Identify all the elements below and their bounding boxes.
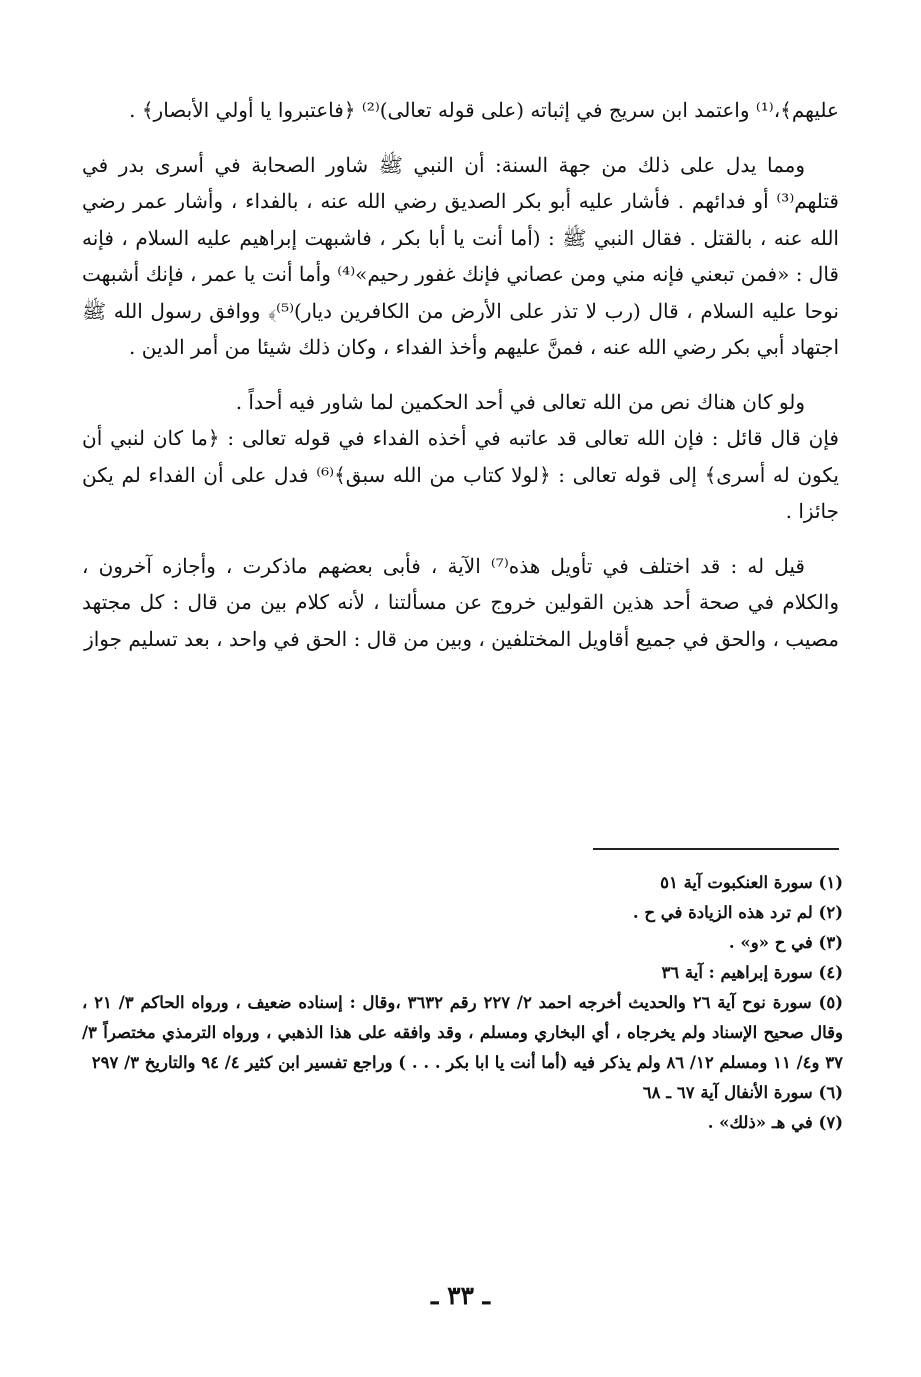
footnote-5: (٥) سورة نوح آية ٢٦ والحديث أخرجه احمد ٢/ ٢٢٧ رقم ٣٦٣٢ ،وقال : إسناده ضعيف ، ورواه الحاكم ٣/ ٢١ ، وقال صحيح الإسناد ولم يخرجاه ، أي البخاري ومسلم ، وقد وافقه على هذا الذهبي ، ورواه الترمذي مختصراً ٣/ ٣٧ و٤/ ١١ ومسلم ١٢/ ٨٦ ولم يذكر فيه (أما أنت يا ابا بكر . . . ) وراجع تفسير ابن كثير ٤/ ٩٤ والتاريخ ٣/ ٢٩٧ — [82, 993, 843, 1072]
page-number: ـ ٣٣ ـ — [431, 1281, 490, 1310]
footnote-1: (١) سورة العنكبوت آية ٥١ — [660, 873, 843, 892]
footnote-4: (٤) سورة إبراهيم : آية ٣٦ — [661, 963, 843, 982]
footnote-2: (٢) لم ترد هذه الزيادة في ح . — [632, 903, 843, 922]
footnote-3: (٣) في ح «و» . — [728, 933, 843, 952]
paragraph-4: فإن قال قائل : فإن الله تعالى قد عاتبه في أخذه الفداء في قوله تعالى : ﴿ما كان لنبي أن يكون له أسرى﴾ إلى قوله تعالى : ﴿لولا كتاب من الله سبق﴾⁽⁶⁾ فدل على أن الفداء لم يكن جائزا . — [82, 426, 839, 523]
footnote-7: (٧) في هـ «ذلك» . — [707, 1113, 843, 1132]
footnotes-block — [82, 868, 843, 1138]
footnote-6: (٦) سورة الأنفال آية ٦٧ ـ ٦٨ — [642, 1083, 843, 1102]
footnote-divider — [593, 848, 839, 850]
paragraph-5: قيل له : قد اختلف في تأويل هذه⁽⁷⁾ الآية ، فأبى بعضهم ماذكرت ، وأجازه آخرون ، والكلام في صحة أحد هذين القولين خروج عن مسألتنا ، لأنه كلام بين من قال : كل مجتهد مصيب ، والحق في جميع أقاويل المختلفين ، وبين من قال : الحق في واحد ، بعد تسليم جواز — [82, 553, 839, 651]
paragraph-1: عليهم﴾،⁽¹⁾ واعتمد ابن سريج في إثباته (على قوله تعالى)⁽²⁾ ﴿فاعتبروا يا أولي الأبصار﴾ . — [129, 98, 839, 122]
main-text-block — [82, 92, 839, 657]
paragraph-3: ولو كان هناك نص من الله تعالى في أحد الحكمين لما شاور فيه أحداً . — [235, 389, 805, 414]
paragraph-2: ومما يدل على ذلك من جهة السنة: أن النبي ﷺ شاور الصحابة في أسرى بدر في قتلهم⁽³⁾ أو فدائهم . فأشار عليه أبو بكر الصديق رضي الله عنه ، بالفداء ، وأشار عمر رضي الله عنه ، بالقتل . فقال النبي ﷺ : (أما أنت يا أبا بكر ، فاشبهت إبراهيم عليه السلام ، فإنه قال : «فمن تبعني فإنه مني ومن عصاني فإنك غفور رحيم»⁽⁴⁾ وأما أنت يا عمر ، فإنك أشبهت نوحا عليه السلام ، قال (رب لا تذر على الأرض من الكافرين ديار)⁽⁵⁾﴾ ووافق رسول الله ﷺ اجتهاد أبي بكر رضي الله عنه ، فمنَّ عليهم وأخذ الفداء ، وكان ذلك شيئا من أمر الدين . — [82, 152, 839, 359]
